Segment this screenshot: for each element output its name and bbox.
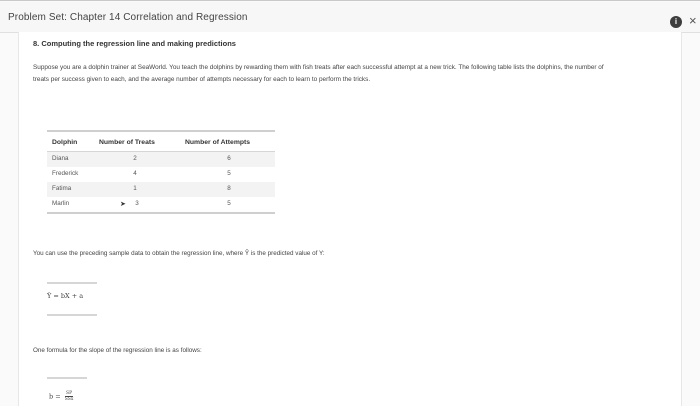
- problem-content: [18, 32, 682, 406]
- cell-dolphin: Diana: [52, 155, 69, 162]
- cell-attempts: 5: [227, 170, 231, 177]
- cell-attempts: 8: [227, 185, 231, 192]
- slope-intro: One formula for the slope of the regression line is as follows:: [33, 347, 202, 354]
- table-row: [47, 182, 275, 197]
- table-row: [47, 167, 275, 182]
- slope-rule-top: [47, 377, 87, 379]
- info-icon[interactable]: i: [670, 16, 682, 28]
- table-row: [47, 152, 275, 167]
- top-divider: [0, 0, 700, 1]
- table-row: [47, 197, 275, 212]
- header-dolphin: Dolphin: [52, 139, 78, 146]
- cell-attempts: 5: [227, 200, 231, 207]
- slope-lhs: b =: [49, 392, 61, 401]
- cell-dolphin: Frederick: [52, 170, 79, 177]
- cell-dolphin: Fatima: [52, 185, 72, 192]
- problem-paragraph: Suppose you are a dolphin trainer at SeaWorld. You teach the dolphins by rewarding them with fish treats after each successful attempt at a new trick. The following table lists the dolphins, the number of treats per success given to each, and the average number of attempts necessary for each to learn to perform the tricks.: [33, 64, 604, 83]
- section-heading: 8. Computing the regression line and making predictions: [33, 39, 236, 48]
- cell-attempts: 6: [227, 155, 231, 162]
- slope-numerator: SP: [66, 391, 73, 396]
- cell-treats: 2: [133, 155, 137, 162]
- mouse-pointer-icon: ➤: [120, 201, 126, 208]
- formula-rule-bottom: [47, 314, 97, 316]
- regression-intro: You can use the preceding sample data to obtain the regression line, where Ŷ is the predicted value of Y:: [33, 250, 325, 257]
- title-bar: [0, 2, 700, 33]
- cell-dolphin: Marlin: [52, 200, 70, 207]
- page-title: Problem Set: Chapter 14 Correlation and Regression: [8, 12, 248, 23]
- cell-treats: 1: [133, 185, 137, 192]
- slope-fraction: [65, 391, 74, 402]
- formula-rule-top: [47, 282, 97, 284]
- header-treats: Number of Treats: [99, 139, 155, 146]
- cell-treats: 4: [133, 170, 137, 177]
- slope-denominator: SSx: [64, 397, 74, 402]
- cell-treats: 3: [135, 200, 139, 207]
- close-icon[interactable]: ×: [689, 13, 697, 28]
- regression-equation: Ŷ = bX + a: [47, 292, 84, 300]
- table-rule-top: [47, 130, 275, 132]
- table-rule-bottom: [47, 212, 275, 214]
- header-attempts: Number of Attempts: [185, 139, 251, 146]
- slope-equation: [49, 391, 73, 402]
